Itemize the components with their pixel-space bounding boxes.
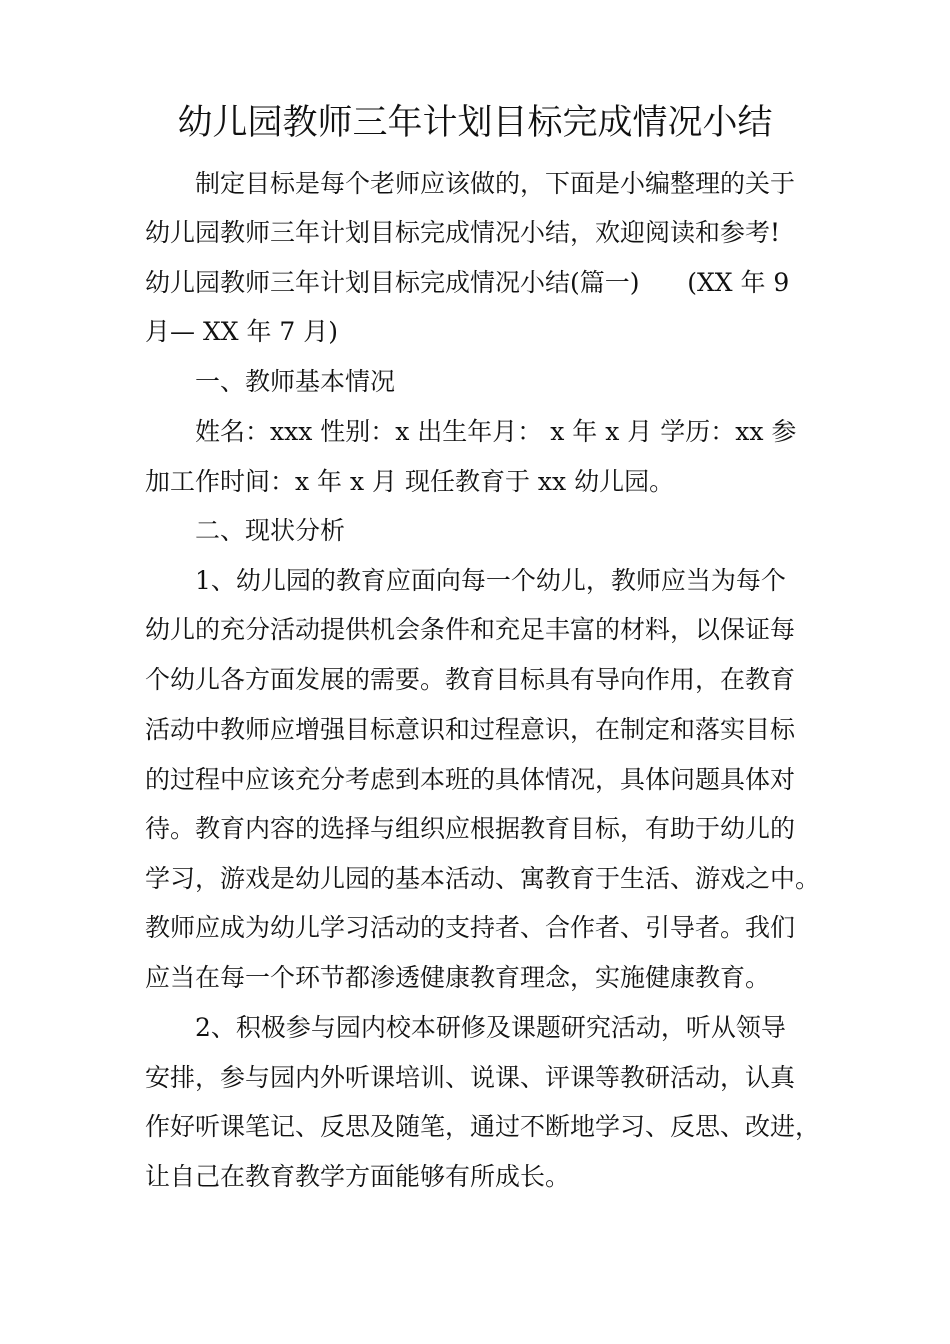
paragraph-1-line-5: 的过程中应该充分考虑到本班的具体情况，具体问题具体对 — [145, 765, 796, 794]
document-title: 幼儿园教师三年计划目标完成情况小结 — [177, 103, 773, 143]
paragraph-1-line-1: 1、幼儿园的教育应面向每一个幼儿，教师应当为每个 — [195, 566, 786, 595]
paragraph-1-line-7: 学习，游戏是幼儿园的基本活动、寓教育于生活、游戏之中。 — [145, 864, 821, 893]
basic-info-line-2: 加工作时间：x 年 x 月 现任教育于 xx 幼儿园。 — [145, 467, 675, 496]
paragraph-2-line-1: 2、积极参与园内校本研修及课题研究活动，听从领导 — [195, 1013, 786, 1042]
paragraph-2-line-2: 安排，参与园内外听课培训、说课、评课等教研活动，认真 — [145, 1063, 796, 1092]
paragraph-1-line-4: 活动中教师应增强目标意识和过程意识，在制定和落实目标 — [145, 715, 796, 744]
intro-line-1: 制定目标是每个老师应该做的，下面是小编整理的关于 — [195, 169, 796, 198]
paragraph-2-line-4: 让自己在教育教学方面能够有所成长。 — [145, 1162, 571, 1191]
subtitle-line-2: 月— XX 年 7 月) — [145, 317, 339, 346]
intro-line-2: 幼儿园教师三年计划目标完成情况小结，欢迎阅读和参考! — [145, 218, 781, 247]
section-heading-1: 一、教师基本情况 — [195, 367, 396, 396]
paragraph-2-line-3: 作好听课笔记、反思及随笔，通过不断地学习、反思、改进， — [145, 1112, 821, 1141]
section-heading-2: 二、现状分析 — [195, 516, 346, 545]
paragraph-1-line-9: 应当在每一个环节都渗透健康教育理念，实施健康教育。 — [145, 963, 771, 992]
basic-info-line-1: 姓名：xxx 性别：x 出生年月： x 年 x 月 学历：xx 参 — [195, 417, 797, 446]
paragraph-1-line-8: 教师应成为幼儿学习活动的支持者、合作者、引导者。我们 — [145, 913, 796, 942]
paragraph-1-line-6: 待。教育内容的选择与组织应根据教育目标，有助于幼儿的 — [145, 814, 796, 843]
paragraph-1-line-2: 幼儿的充分活动提供机会条件和充足丰富的材料，以保证每 — [145, 615, 796, 644]
paragraph-1-line-3: 个幼儿各方面发展的需要。教育目标具有导向作用，在教育 — [145, 665, 796, 694]
subtitle-line-1: 幼儿园教师三年计划目标完成情况小结(篇一) (XX 年 9 — [145, 268, 790, 297]
